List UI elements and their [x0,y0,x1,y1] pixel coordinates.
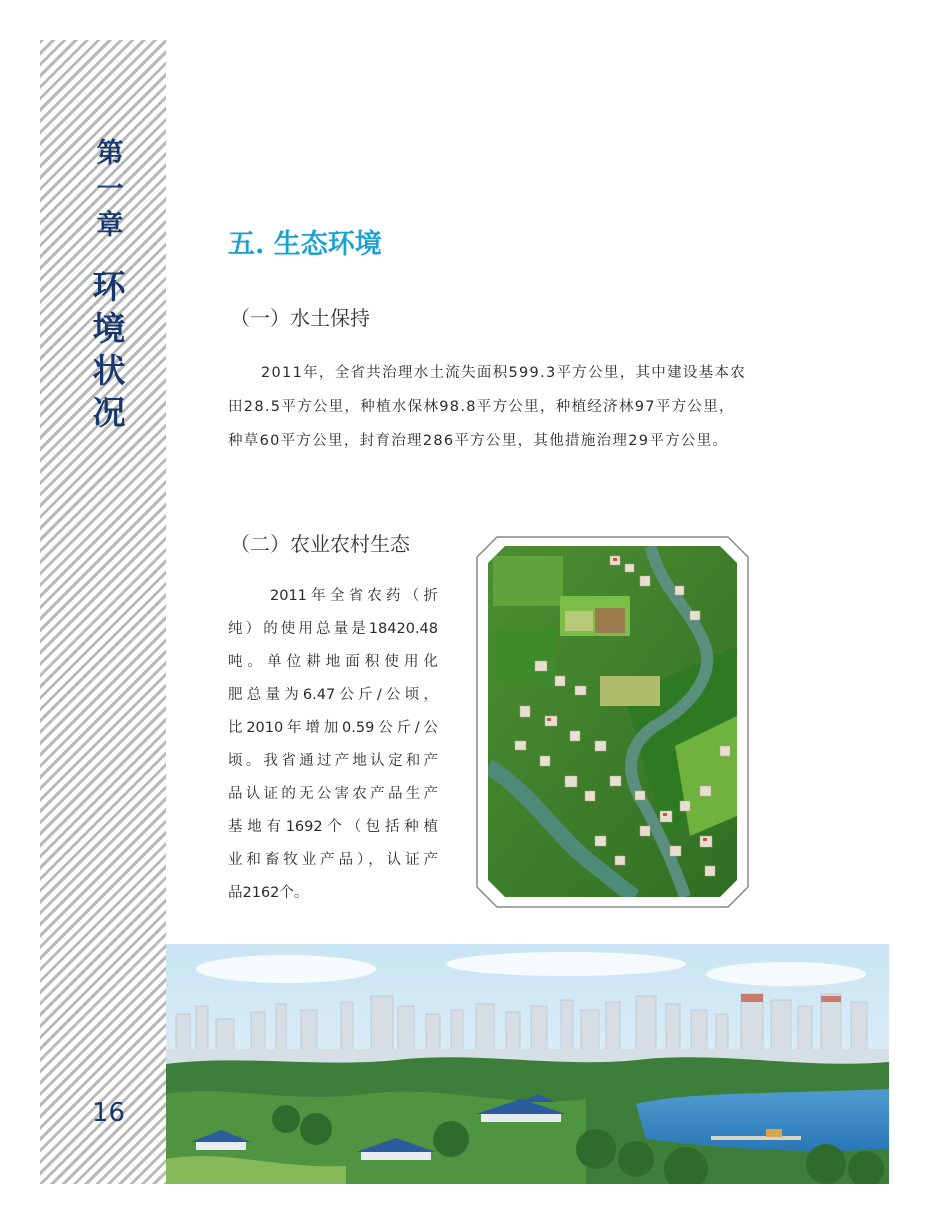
agriculture-paragraph: 2011年全省农药（折 纯）的使用总量是18420.48 吨。单位耕地面积使用化 肥总量为6.47公斤/公顷， 比2010年增加0.59公斤/公 顷。我省通过产地认定和产 品认证的无公害农产品生产 基地有1692个（包括种植 业和畜牧业产品），认证产 品2162个。 [228,588,438,901]
subsection-heading-agriculture: （二）农业农村生态 [230,532,410,556]
chapter-label: 第 一 章 [96,138,124,241]
village-aerial-photo [475,536,750,908]
city-panorama-photo [166,944,889,1184]
page-number: 16 [92,1098,126,1128]
section-title: 五. 生态环境 [228,229,382,260]
soil-paragraph: 2011年，全省共治理水土流失面积599.3平方公里，其中建设基本农 田28.5平方公里，种植水保林98.8平方公里，种植经济林97平方公里， 种草60平方公里，封育治理286平方公里，其他措施治理29平方公里。 [228,365,747,449]
subsection-heading-soil: （一）水土保持 [230,306,370,330]
chapter-title: 环 境 状 况 [92,267,126,432]
